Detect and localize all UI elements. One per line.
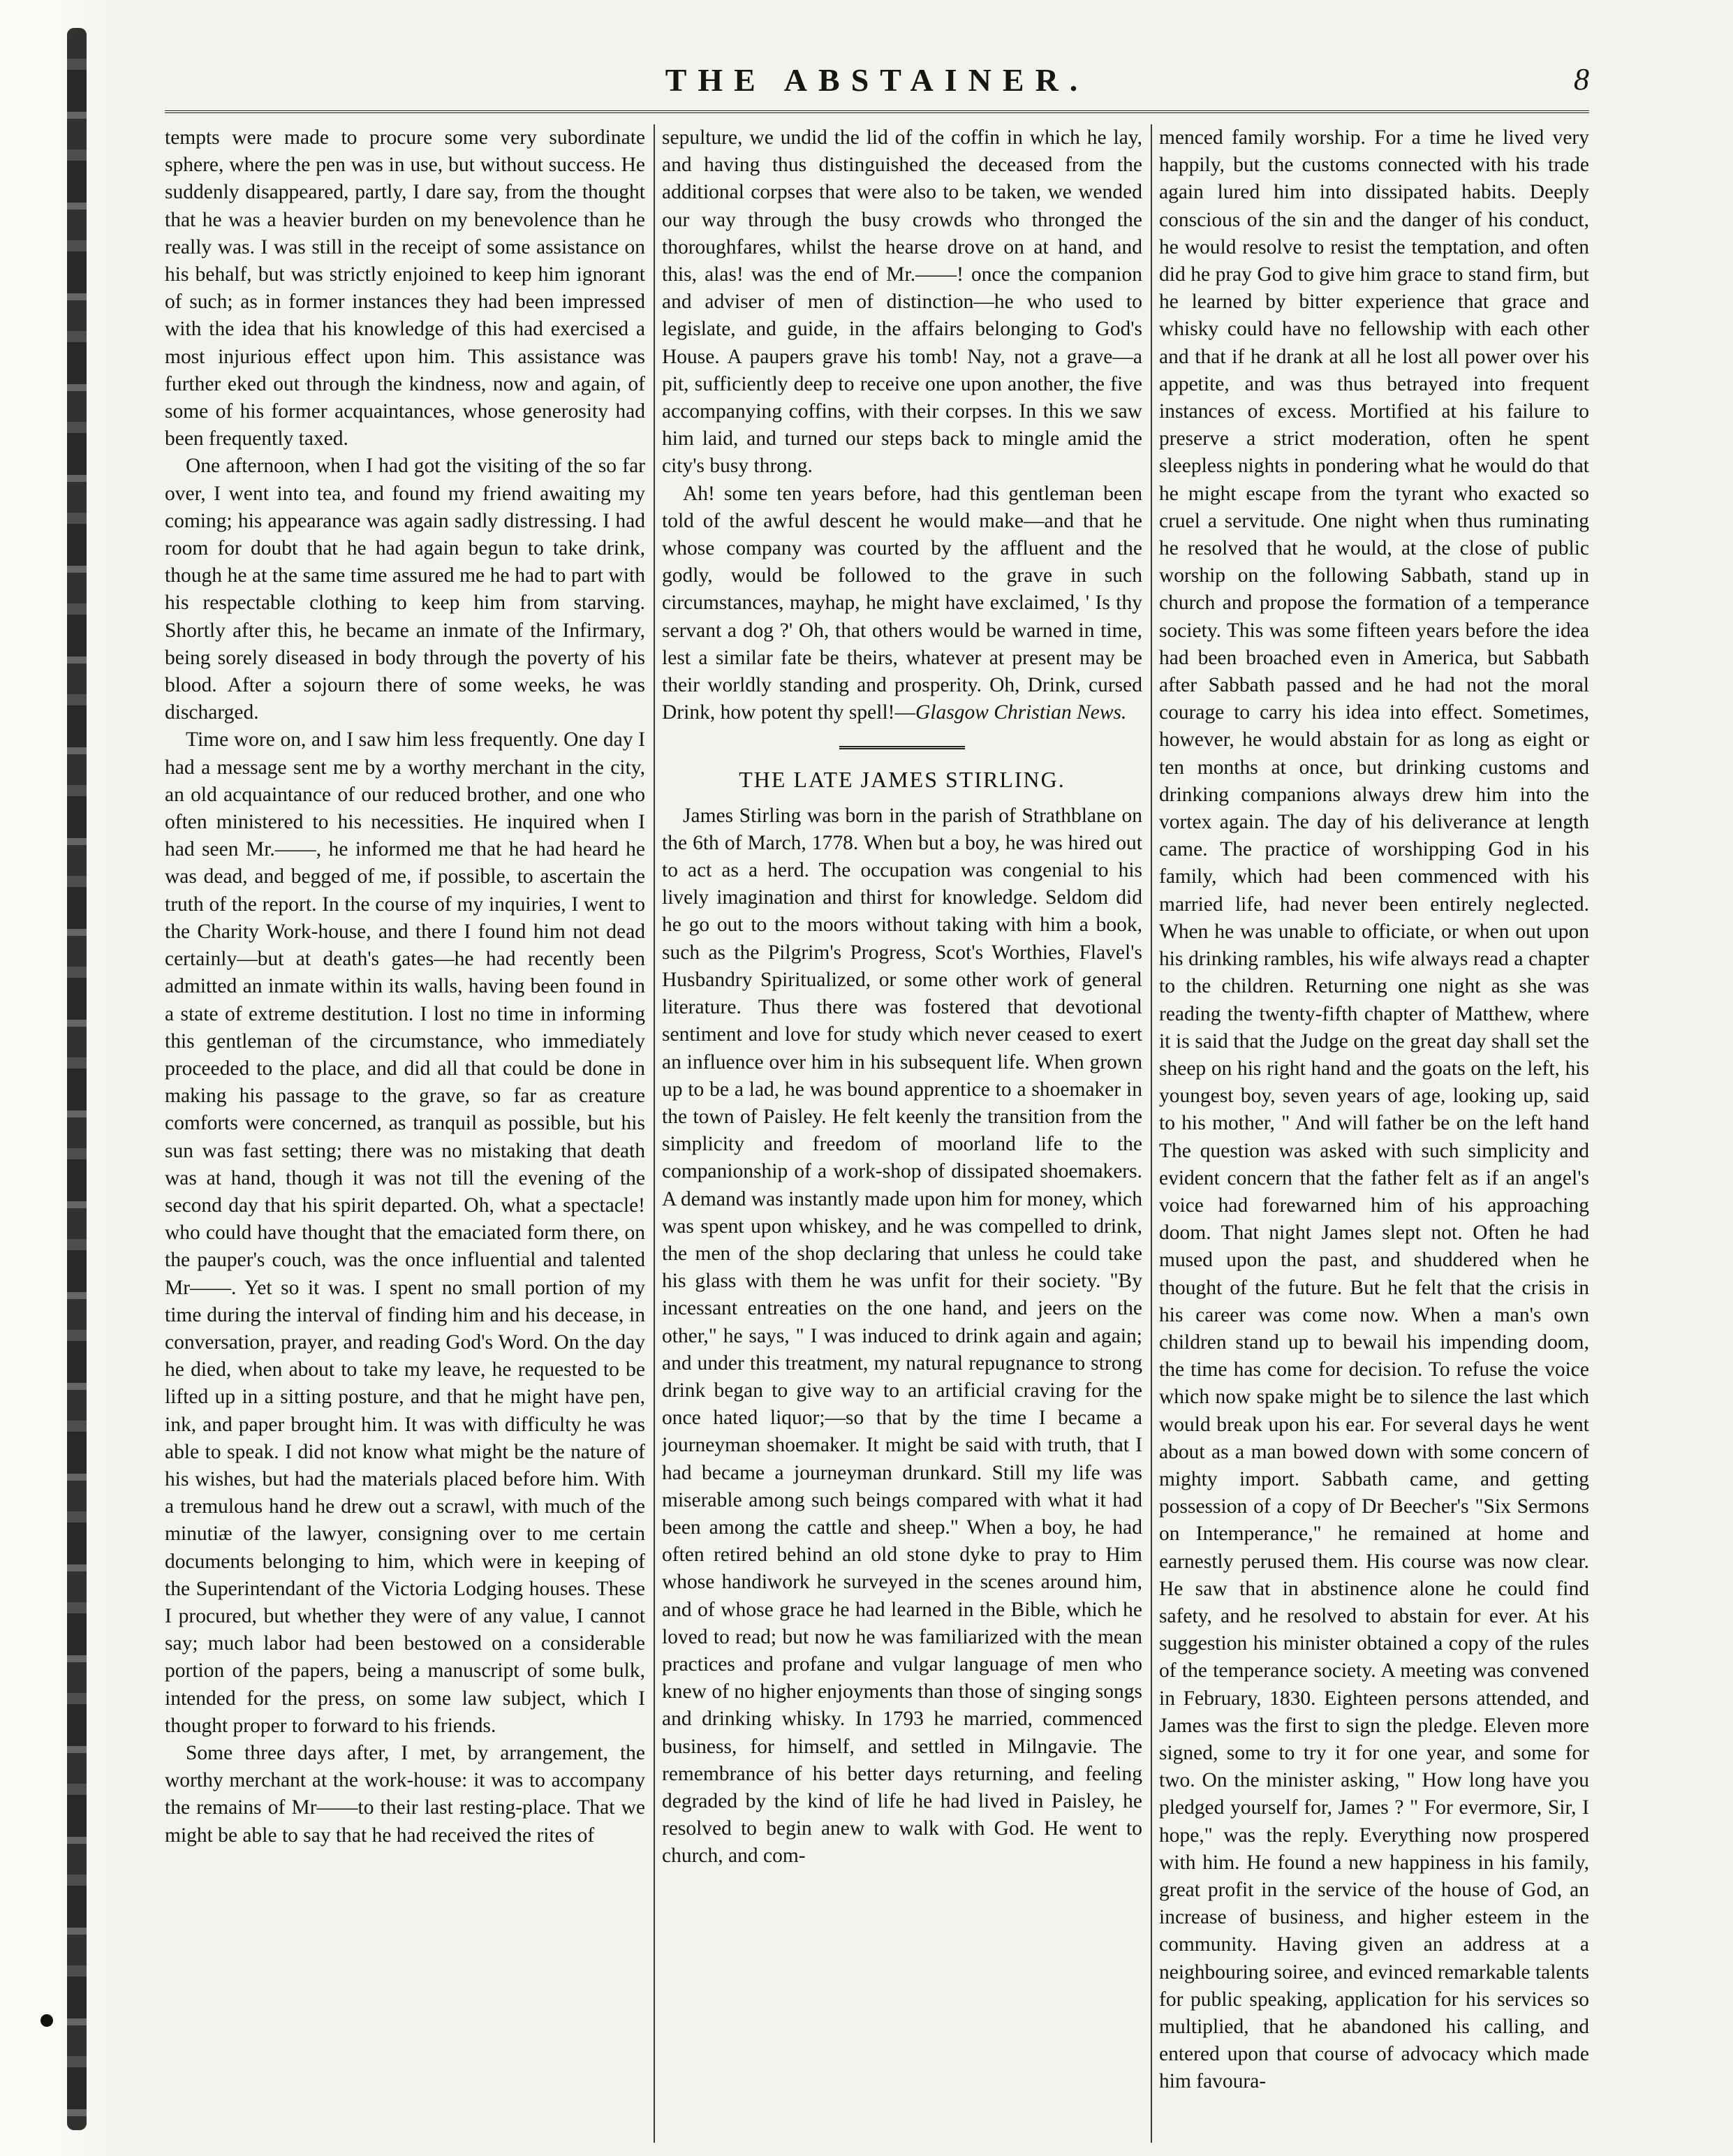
page-binding-edge: [0, 0, 133, 2156]
paragraph: James Stirling was born in the parish of Strathblane on the 6th of March, 1778. When but a boy, he was hired out to act as a herd. The occupation was congenial to his lively imagination and thirst for knowledge. Seldom did he go out to the moors without taking with him a book, such as the Pilgrim's Progress, Scot's Worthies, Flavel's Husbandry Spiritualized, or some other work of general literature. Thus there was fostered that devotional sentiment and love for study which never ceased to exert an influence over him in his subsequent life. When grown up to be a lad, he was bound apprentice to a shoemaker in the town of Paisley. He felt keenly the transition from the simplicity and freedom of moorland life to the companionship of a work-shop of dissipated shoemakers. A demand was instantly made upon him for money, which was spent upon whiskey, and he was compelled to drink, the men of the shop declaring that unless he could take his glass with them he was unfit for their society. "By incessant entreaties on the one hand, and jeers on the other," he says, " I was induced to drink again and again; and under this treatment, my natural repugnance to strong drink began to give way to an artificial craving for the once hated liquor;—so that by the time I became a journeyman shoemaker. It might be said with truth, that I had became a journeyman drunkard. Still my life was miserable among such beings compared with what it had been among the cattle and sheep." When a boy, he had often retired behind an old stone dyke to pray to Him whose handiwork he surveyed in the scenes around him, and of whose grace he had learned in the Bible, which he loved to read; but now he was familiarized with the mean practices and profane and vulgar language of men who knew of no higher enjoyments than those of singing songs and drinking whisky. In 1793 he married, commenced business, for himself, and settled in Milngavie. The remembrance of his better days returning, and feeling degraded by the kind of life he had lived in Paisley, he resolved to begin anew to walk with God. He went to church, and com-: [662, 804, 1142, 1868]
column-divider: [654, 124, 655, 2143]
running-header: [165, 61, 1589, 105]
paragraph: One afternoon, when I had got the visiting of the so far over, I went into tea, and found my friend awaiting my coming; his appearance was again sadly distressing. I had room for doubt that he had again begun to take drink, though he at the same time assured me he had to part with his respectable clothing to keep him from starving. Shortly after this, he became an inmate of the Infirmary, being sorely diseased in body through the poverty of his blood. After a sojourn there of some weeks, he was discharged.: [165, 455, 645, 724]
paragraph: [662, 481, 1142, 727]
section-divider: [839, 746, 965, 749]
paragraph: tempts were made to procure some very subordinate sphere, where the pen was in use, but without success. He suddenly disappeared, partly, I dare say, from the thought that he was a heavier burden on my benevolence than he really was. I was still in the receipt of some assistance on his behalf, but was strictly enjoined to keep him ignorant of such; as in former instances they had been impressed with the idea that his knowledge of this had exercised a most injurious effect upon him. This assistance was further eked out through the kindness, now and again, of some of his former acquaintances, whose generosity had been frequently taxed.: [165, 126, 645, 450]
running-title: THE ABSTAINER.: [665, 62, 1089, 98]
text-column-right: [1159, 124, 1589, 2143]
source-attribution: Glasgow Christian News.: [915, 701, 1127, 724]
article-heading: THE LATE JAMES STIRLING.: [739, 767, 1065, 793]
paragraph: Time wore on, and I saw him less frequently. One day I had a message sent me by a worthy merchant in the city, an old acquaintance of our reduced brother, and one who often ministered to his necessities. He inquired when I had seen Mr.——, he informed me that he had heard he was dead, and begged of me, if possible, to ascertain the truth of the report. In the course of my inquiries, I went to the Charity Work-house, and there I found him not dead certainly—but at death's gates—he had recently been admitted an inmate within its walls, having been found in a state of extreme destitution. I lost no time in informing this gentleman of the circumstance, who immediately proceeded to the place, and did all that could be done in making his passage to the grave, so far as creature comforts were concerned, as tranquil as possible, but his sun was fast setting; there was no mistaking that death was at hand, though it was not till the evening of the second day that his spirit departed. Oh, what a spectacle! who could have thought that the emaciated form there, on the pauper's couch, was the once influential and talented Mr——. Yet so it was. I spent no small portion of my time during the interval of finding him and his decease, in conversation, prayer, and reading God's Word. On the day he died, when about to take my leave, he requested to be lifted up in a sitting posture, and that he might have pen, ink, and paper brought him. It was with difficulty he was able to speak. I did not know what might be the nature of his wishes, but had the materials placed before him. With a tremulous hand he drew out a scrawl, with much of the minutiæ of the lawyer, consigning over to me certain documents belonging to him, which were in keeping of the Superintendant of the Victoria Lodging houses. These I procured, but whether they were of any value, I cannot say; much labor had been bestowed on a considerable portion of the papers, being a manuscript of some bulk, intended for the press, on some law subject, which I thought proper to forward to his friends.: [165, 728, 645, 1737]
column-divider: [1151, 124, 1152, 2143]
paragraph: sepulture, we undid the lid of the coffin in which he lay, and having thus distinguished the deceased from the additional corpses that were also to be taken, we wended our way through the busy crowds who thronged the thoroughfares, whilst the hearse drove on at hand, and this, alas! was the end of Mr.——! once the companion and adviser of men of distinction—he who used to legislate, and guide, in the affairs belonging to God's House. A paupers grave his tomb! Nay, not a grave—a pit, sufficiently deep to receive one upon another, the five accompanying coffins, with their corpses. In this we saw him laid, and turned our steps back to mingle amid the city's busy throng.: [662, 126, 1142, 478]
paragraph: Some three days after, I met, by arrangement, the worthy merchant at the work-house: it was to accompany the remains of Mr——to their last resting-place. That we might be able to say that he had received the rites of: [165, 1741, 645, 1847]
header-rule: [165, 110, 1589, 113]
paragraph-text: Ah! some ten years before, had this gentleman been told of the awful descent he would make—and that he whose company was courted by the affluent and the godly, would be followed to the grave in such circumstances, mayhap, he might have exclaimed, ' Is thy servant a dog ?' Oh, that others would be warned in time, lest a similar fate be theirs, whatever at present may be their worldly standing and prosperity. Oh, Drink, cursed Drink, how potent thy spell!—: [662, 482, 1142, 724]
text-column-middle: [662, 124, 1142, 2143]
page-number: 8: [1574, 62, 1589, 96]
paragraph: menced family worship. For a time he lived very happily, but the customs connected with his trade again lured him into dissipated habits. Deeply conscious of the sin and the danger of his conduct, he would resolve to resist the temptation, and often did he pray God to give him grace to stand firm, but he learned by bitter experience that grace and whisky could have no fellowship with each other and that if he drank at all he lost all power over his appetite, and was thus betrayed into frequent instances of excess. Mortified at his failure to preserve a strict moderation, often he spent sleepless nights in pondering what he would do that he might escape from the tyrant who exacted so cruel a servitude. One night when thus ruminating he resolved that he would, at the close of public worship on the following Sabbath, stand up in church and propose the formation of a temperance society. This was some fifteen years before the idea had been broached even in America, but Sabbath after Sabbath passed and he had not the moral courage to carry his idea into effect. Sometimes, however, he would abstain for as long as eight or ten months at once, but drinking customs and drinking companions always drew him into the vortex again. The day of his deliverance at length came. The practice of worshipping God in his family, which had been commenced with his married life, had never been entirely neglected. When he was unable to officiate, or when out upon his drinking rambles, his wife always read a chapter to the children. Returning one night as she was reading the twenty-fifth chapter of Matthew, where it is said that the Judge on the great day shall set the sheep on his right hand and the goats on the left, his youngest boy, seven years of age, looking up, said to his mother, " And will father be on the left hand The question was asked with such simplicity and evident concern that the father felt as if an angel's voice had forewarned him of his approaching doom. That night James slept not. Often he had mused upon the past, and shuddered when he thought of the future. But he felt that the crisis in his career was come now. When a man's own children stand up to bewail his impending doom, the time has come for decision. To refuse the voice which now spake might be to silence the last which would break upon his ear. For several days he went about as a man bowed down with some concern of mighty import. Sabbath came, and getting possession of a copy of Dr Beecher's "Six Sermons on Intemperance," he remained at home and earnestly perused them. His course was now clear. He saw that in abstinence alone he could find safety, and he resolved to abstain for ever. At his suggestion his minister obtained a copy of the rules of the temperance society. A meeting was convened in February, 1830. Eighteen persons attended, and James was the first to sign the pledge. Eleven more signed, some to try it for one year, and some for two. On the minister asking, " How long have you pledged yourself for, James ? " For evermore, Sir, I hope," was the reply. Everything now prospered with him. He found a new happiness in his family, great profit in the service of the house of God, an increase of business, and higher esteem in the community. Having given an address at a neighbouring soiree, and evinced remarkable talents for public speaking, application for his services so multiplied, that he abandoned his calling, and entered upon that course of advocacy which made him favoura-: [1159, 126, 1589, 2093]
binding-shadow: [67, 28, 87, 2130]
text-column-left: [165, 124, 645, 2143]
binding-mark: [40, 2014, 53, 2027]
